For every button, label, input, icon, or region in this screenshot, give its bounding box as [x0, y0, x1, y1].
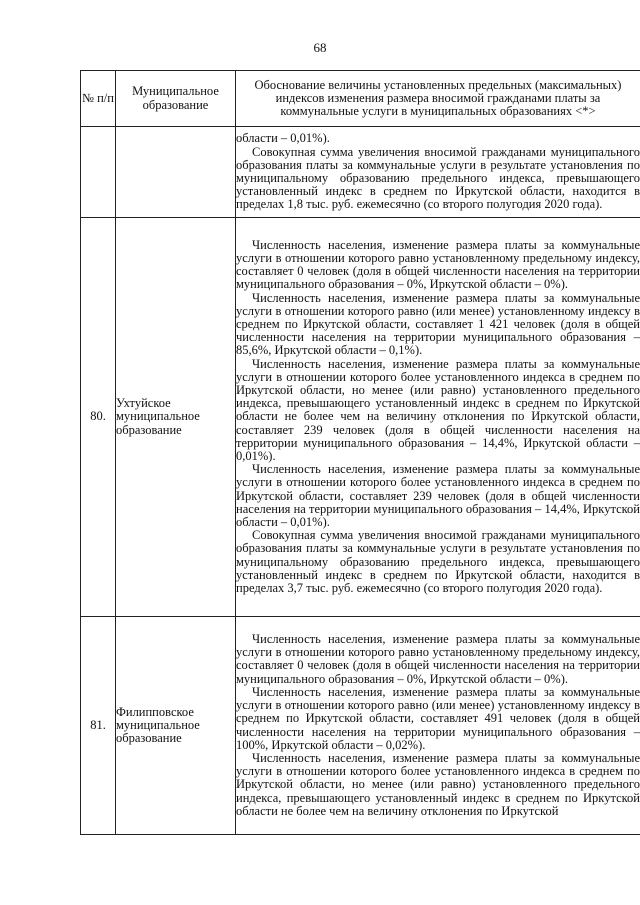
basis-paragraph: Численность населения, изменение размера платы за коммунальные услуги в отношении которого более установленного индекса в среднем по Иркутской области, но менее (или равно) установленного предельного индекса, превышающего установленный индекс в среднем по Иркутской области не более чем на величину отклонения по Иркутской области, составляет 239 человек (доля в общей численности населения на территории муниципального образования – 14,4%, Иркутской области – 0,01%). [236, 356, 640, 463]
basis-paragraph: области – 0,01%). [236, 131, 330, 146]
page-number: 68 [313, 40, 327, 55]
basis-paragraph: Численность населения, изменение размера платы за коммунальные услуги в отношении которого равно установленному предельному индексу, составляет 0 человек (доля в общей численности населения на территории муниципального образования – 0%, Иркутской области – 0%). [236, 632, 640, 686]
header-number: № п/п [81, 71, 116, 127]
row-basis [236, 218, 640, 617]
header-basis: Обоснование величины установленных предельных (максимальных) индексов изменения размера вносимой гражданами платы за коммунальные услуги в муниципальных образованиях <*> [236, 71, 640, 127]
basis-paragraph: Численность населения, изменение размера платы за коммунальные услуги в отношении которого равно (или менее) установленному индексу в среднем по Иркутской области, составляет 491 человек (доля в общей численности населения на территории муниципального образования – 100%, Иркутской области – 0,02%). [236, 684, 640, 752]
table-row [81, 218, 640, 617]
row-municipality [116, 127, 236, 218]
basis-paragraph: Численность населения, изменение размера платы за коммунальные услуги в отношении которого равно (или менее) установленному индексу в среднем по Иркутской области, составляет 1 421 человек (доля в общей численности населения на территории муниципального образования – 85,6%, Иркутской области – 0,1%). [236, 290, 640, 358]
header-municipality: Муниципальное образование [116, 71, 236, 127]
basis-paragraph: Численность населения, изменение размера платы за коммунальные услуги в отношении которого равно установленному предельному индексу, составляет 0 человек (доля в общей численности населения на территории муниципального образования – 0%, Иркутской области – 0%). [236, 237, 640, 292]
row-municipality: Ухтуйское муниципальное образование [116, 218, 236, 617]
basis-paragraph: Совокупная сумма увеличения вносимой гражданами муниципального образования платы за коммунальные услуги в результате установления по муниципальному образованию предельного индекса, превышающего установленный индекс в среднем по Иркутской области, находится в пределах 3,7 тыс. руб. ежемесячно (со второго полугодия 2020 года). [236, 528, 640, 596]
row-number: 81. [81, 617, 116, 835]
basis-paragraph: Численность населения, изменение размера платы за коммунальные услуги в отношении которого более установленного индекса в среднем по Иркутской области, но менее (или равно) установленного предельного индекса, превышающего установленный индекс в среднем по Иркутской области не более чем на величину отклонения по Иркутской [236, 750, 640, 818]
table-header-row [81, 71, 640, 127]
basis-paragraph: Численность населения, изменение размера платы за коммунальные услуги в отношении которого более установленного индекса в среднем по Иркутской области, составляет 239 человек (доля в общей численности населения на территории муниципального образования – 14,4%, Иркутской области – 0,01%). [236, 462, 640, 530]
row-number [81, 127, 116, 218]
row-basis [236, 127, 640, 218]
row-municipality: Филипповское муниципальное образование [116, 617, 236, 835]
index-justification-table [80, 70, 640, 835]
table-row [81, 127, 640, 218]
row-number: 80. [81, 218, 116, 617]
basis-paragraph: Совокупная сумма увеличения вносимой гражданами муниципального образования платы за коммунальные услуги в результате установления по муниципальному образованию предельного индекса, превышающего установленный индекс в среднем по Иркутской области, находится в пределах 1,8 тыс. руб. ежемесячно (со второго полугодия 2020 года). [236, 144, 640, 212]
table-row [81, 617, 640, 835]
row-basis [236, 617, 640, 835]
